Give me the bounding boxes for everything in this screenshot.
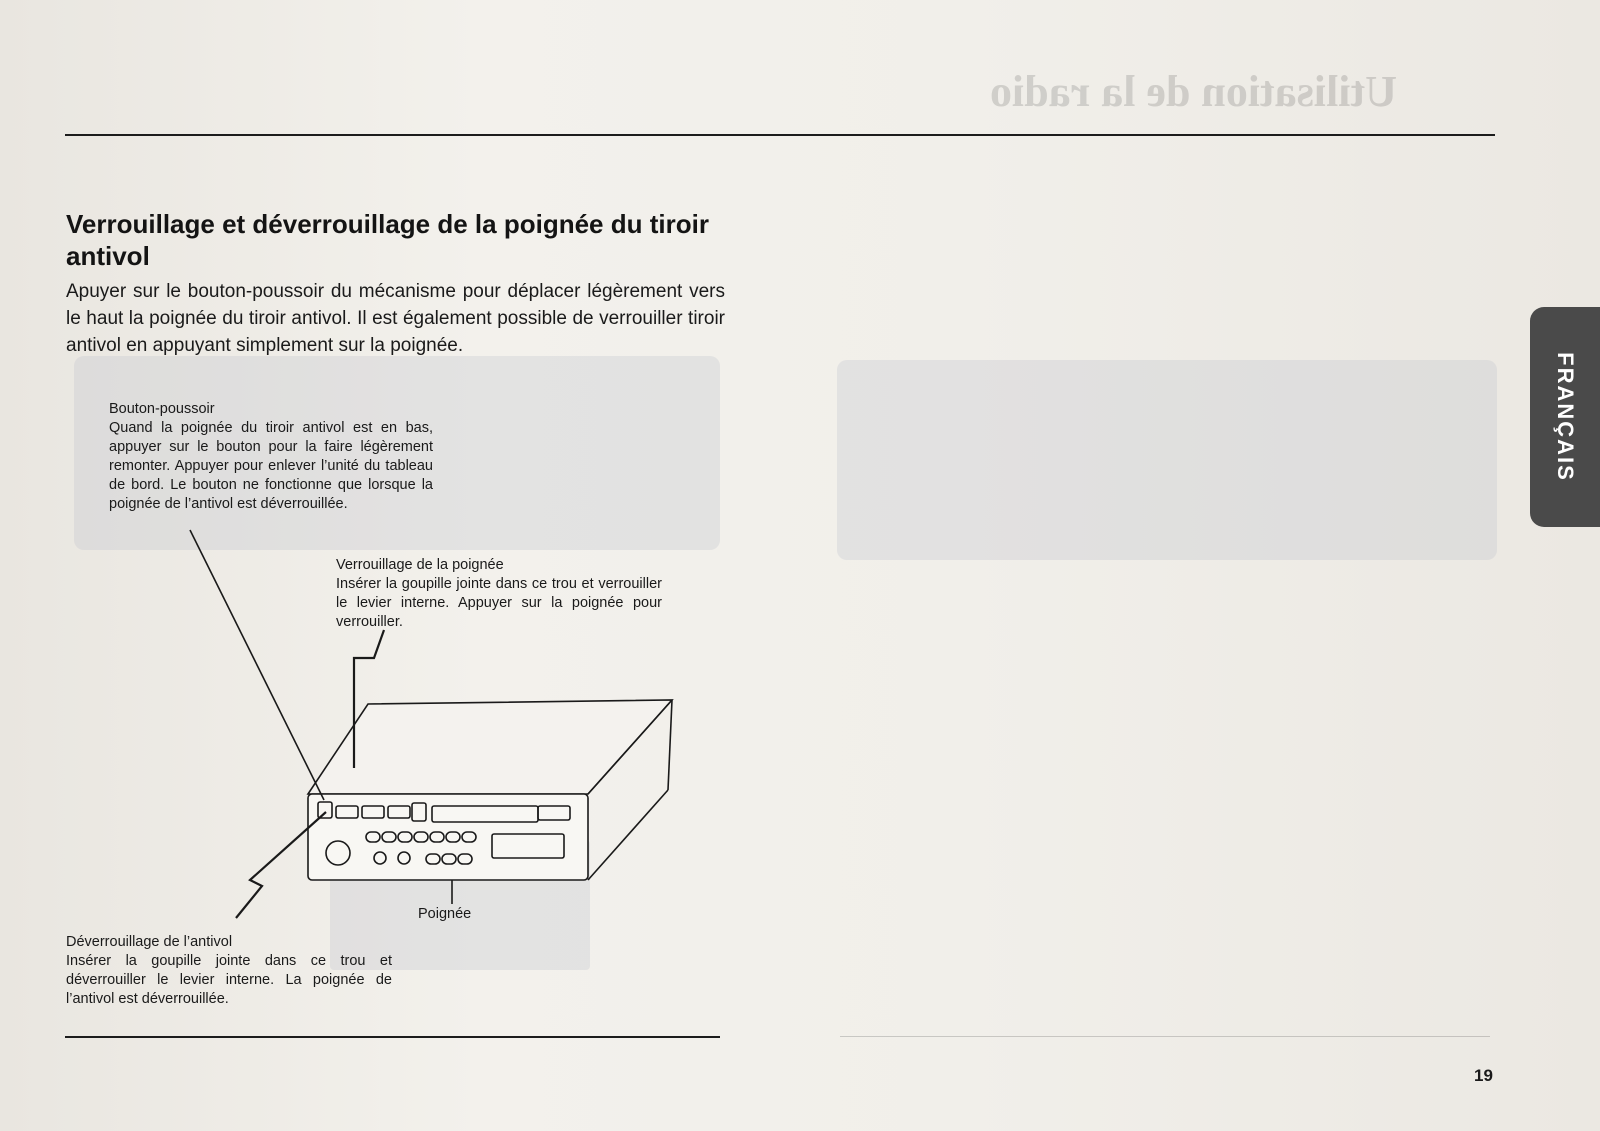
bottom-rule-right-faint — [840, 1036, 1490, 1037]
bottom-rule — [65, 1036, 720, 1038]
mirrored-page-heading: Utilisation de la radio — [990, 67, 1398, 116]
page-number: 19 — [1474, 1066, 1493, 1085]
language-tab-label: FRANÇAIS — [1553, 352, 1578, 482]
stereo-chassis — [308, 700, 672, 794]
callout-handle-lock-text: Insérer la goupille jointe dans ce trou et verrouiller le levier interne. Appuyer sur la poignée pour verrouiller. — [336, 576, 662, 630]
stereo-front-panel — [308, 794, 588, 880]
stereo-chassis-back-edge — [668, 700, 672, 790]
callout-handle-lock-title: Verrouillage de la poignée — [336, 557, 504, 573]
language-tab — [1530, 307, 1600, 527]
intro-paragraph: Apuyer sur le bouton-poussoir du mécanisme pour déplacer légèrement vers le haut la poignée du tiroir antivol. Il est également possible de verrouiller tiroir antivol en appuyant simplement sur la poignée. — [66, 281, 725, 356]
stereo-chassis-bottom-edge — [588, 790, 668, 880]
callout-push-button-text: Quand la poignée du tiroir antivol est en bas, appuyer sur le bouton pour la faire légèrement remonter. Appuyer pour enlever l’unité du tableau de bord. Le bouton ne fonctionne que lorsque la poignée de l’antivol est déverrouillée. — [109, 420, 433, 512]
handle-label: Poignée — [418, 906, 472, 922]
section-heading: Verrouillage et déverrouillage de la poignée du tiroir antivol — [66, 209, 709, 271]
callout-push-button-title: Bouton-poussoir — [109, 401, 215, 417]
callout-antitheft-unlock-text: Insérer la goupille jointe dans ce trou et déverrouiller le levier interne. La poignée de l’antivol est déverrouillée. — [66, 953, 392, 1007]
callout-antitheft-unlock-title: Déverrouillage de l’antivol — [66, 934, 233, 950]
leader-line-push-button — [190, 530, 324, 800]
